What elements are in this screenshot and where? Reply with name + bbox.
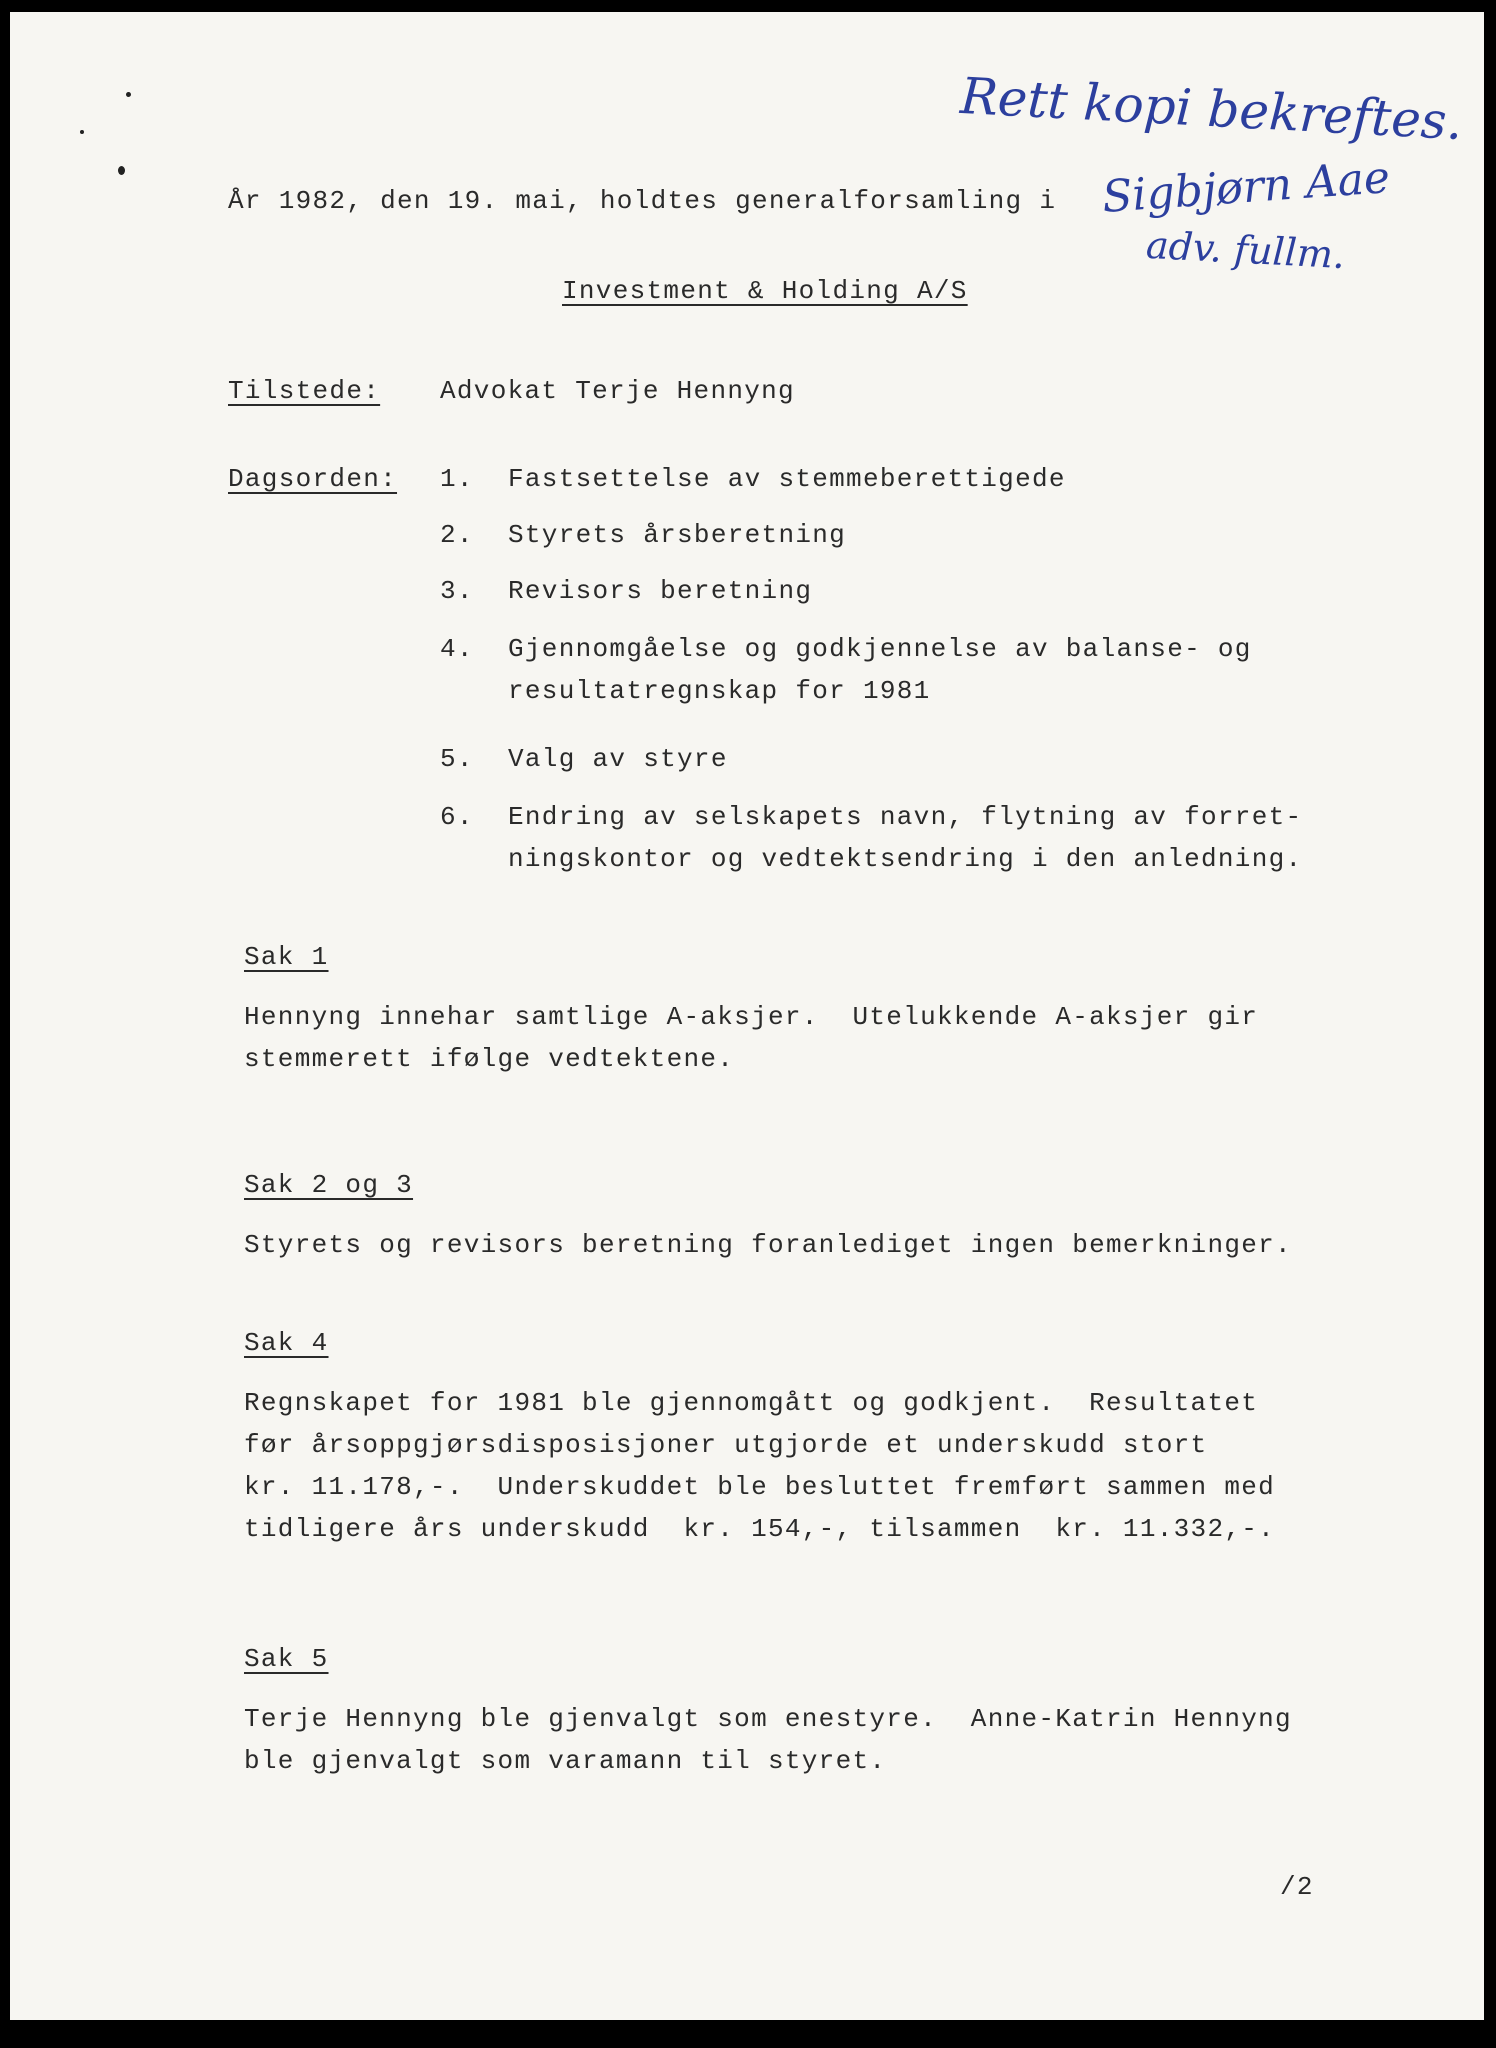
agenda-item: Endring av selskapets navn, flytning av forret-	[508, 802, 1303, 832]
agenda-item: Styrets årsberetning	[508, 520, 847, 550]
agenda-item: Valg av styre	[508, 744, 728, 774]
section-heading: Sak 2 og 3	[244, 1170, 414, 1200]
agenda-item: Gjennomgåelse og godkjennelse av balanse- og	[508, 634, 1252, 664]
agenda-number: 2.	[440, 520, 474, 550]
punch-speck	[118, 166, 125, 175]
section-heading: Sak 4	[244, 1328, 329, 1358]
agenda-item: Revisors beretning	[508, 576, 813, 606]
agenda-item-continued: ningskontor og vedtektsendring i den anledning.	[508, 844, 1303, 874]
section-text: kr. 11.178,-. Underskuddet ble besluttet fremført sammen med	[244, 1472, 1276, 1502]
agenda-item: Fastsettelse av stemmeberettigede	[508, 464, 1066, 494]
section-text: før årsoppgjørsdisposisjoner utgjorde et underskudd stort	[244, 1430, 1208, 1460]
agenda-number: 6.	[440, 802, 474, 832]
handwritten-annotation-line: Rett kopi bekreftes.	[958, 66, 1464, 152]
document-page	[10, 12, 1484, 2020]
handwritten-signature: Sigbjørn Aae	[1100, 152, 1392, 223]
section-text: Styrets og revisors beretning foranlediget ingen bemerkninger.	[244, 1230, 1292, 1260]
section-text: stemmerett ifølge vedtektene.	[244, 1044, 735, 1074]
agenda-number: 4.	[440, 634, 474, 664]
section-text: Terje Hennyng ble gjenvalgt som enestyre. Anne-Katrin Hennyng	[244, 1704, 1292, 1734]
present-value: Advokat Terje Hennyng	[440, 376, 795, 406]
punch-speck	[126, 92, 131, 97]
page-continuation-marker: /2	[1280, 1872, 1314, 1902]
section-text: ble gjenvalgt som varamann til styret.	[244, 1746, 887, 1776]
agenda-number: 5.	[440, 744, 474, 774]
company-name: Investment & Holding A/S	[562, 276, 968, 306]
agenda-number: 1.	[440, 464, 474, 494]
handwritten-title: adv. fullm.	[1144, 222, 1347, 278]
present-label: Tilstede:	[228, 376, 381, 406]
agenda-item-continued: resultatregnskap for 1981	[508, 676, 931, 706]
intro-line: År 1982, den 19. mai, holdtes generalforsamling i	[228, 186, 1057, 216]
punch-speck	[80, 130, 84, 134]
section-heading: Sak 5	[244, 1644, 329, 1674]
section-text: Hennyng innehar samtlige A-aksjer. Utelukkende A-aksjer gir	[244, 1002, 1259, 1032]
section-text: Regnskapet for 1981 ble gjennomgått og godkjent. Resultatet	[244, 1388, 1259, 1418]
section-text: tidligere års underskudd kr. 154,-, tilsammen kr. 11.332,-.	[244, 1514, 1276, 1544]
agenda-label: Dagsorden:	[228, 464, 398, 494]
agenda-number: 3.	[440, 576, 474, 606]
section-heading: Sak 1	[244, 942, 329, 972]
